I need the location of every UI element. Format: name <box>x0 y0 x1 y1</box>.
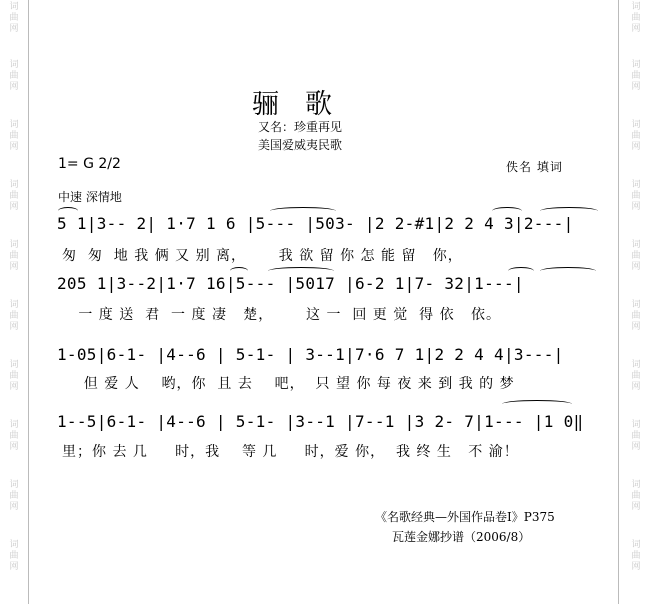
watermark: 词 曲 网 <box>631 360 641 392</box>
slur-mark <box>540 267 596 275</box>
watermark: 词 曲 网 <box>9 360 19 392</box>
slur-mark <box>502 400 572 408</box>
watermark: 词 曲 网 <box>631 2 641 34</box>
score-line-3-lyrics: 但 爱 人 哟，你 且 去 吧， 只 望 你 每 夜 来 到 我 的 梦 <box>62 376 515 392</box>
watermark: 词 曲 网 <box>9 2 19 34</box>
watermark: 词 曲 网 <box>9 60 19 92</box>
score-line-1-notes: 5 1|3-- 2| 1·7 1 6 |5--- |503- |2 2-#1|2 2 4 3|2---| <box>57 214 574 233</box>
watermark: 词 曲 网 <box>9 420 19 452</box>
watermark: 词 曲 网 <box>9 120 19 152</box>
left-border-line <box>28 0 29 604</box>
watermark: 词 曲 网 <box>9 540 19 572</box>
watermark: 词 曲 网 <box>9 480 19 512</box>
score-line-1-lyrics: 匆 匆 地 我 俩 又 别 离， 我 欲 留 你 怎 能 留 你， <box>62 248 463 264</box>
score-line-2-lyrics: 一 度 送 君 一 度 凄 楚， 这 一 回 更 觉 得 依 依。 <box>62 307 501 323</box>
transcriber-note: 瓦莲金娜抄谱（2006/8） <box>392 530 531 544</box>
watermark: 词 曲 网 <box>9 300 19 332</box>
watermark: 词 曲 网 <box>9 240 19 272</box>
song-origin: 美国爱威夷民歌 <box>258 138 343 152</box>
watermark: 词 曲 网 <box>631 180 641 212</box>
score-line-4-notes: 1--5|6-1- |4--6 | 5-1- |3--1 |7--1 |3 2- 7|1--- |1 0‖ <box>57 412 584 431</box>
watermark: 词 曲 网 <box>631 480 641 512</box>
score-line-3-notes: 1-05|6-1- |4--6 | 5-1- | 3--1|7·6 7 1|2 2 4 4|3---| <box>57 345 564 364</box>
left-watermark-column <box>2 0 26 604</box>
source-reference: 《名歌经典—外国作品卷Ⅰ》P375 <box>375 510 555 524</box>
watermark: 词 曲 网 <box>631 60 641 92</box>
tempo-marking: 中速 深情地 <box>58 190 122 204</box>
watermark: 词 曲 网 <box>631 120 641 152</box>
song-alias: 又名：珍重再见 <box>258 120 343 134</box>
watermark: 词 曲 网 <box>9 180 19 212</box>
right-watermark-column <box>624 0 648 604</box>
lyricist-credit: 佚名 填词 <box>506 160 563 174</box>
watermark: 词 曲 网 <box>631 540 641 572</box>
watermark: 词 曲 网 <box>631 420 641 452</box>
score-line-2-notes: 205 1|3--2|1·7 16|5--- |5017 |6-2 1|7- 32|1---| <box>57 274 524 293</box>
watermark: 词 曲 网 <box>631 300 641 332</box>
score-line-4-lyrics: 里；你 去 几 时，我 等 几 时，爱 你， 我 终 生 不 渝！ <box>62 444 519 460</box>
right-border-line <box>618 0 619 604</box>
watermark: 词 曲 网 <box>631 240 641 272</box>
key-signature: 1= G 2/2 <box>58 156 121 172</box>
song-title: 骊歌 <box>252 89 358 120</box>
